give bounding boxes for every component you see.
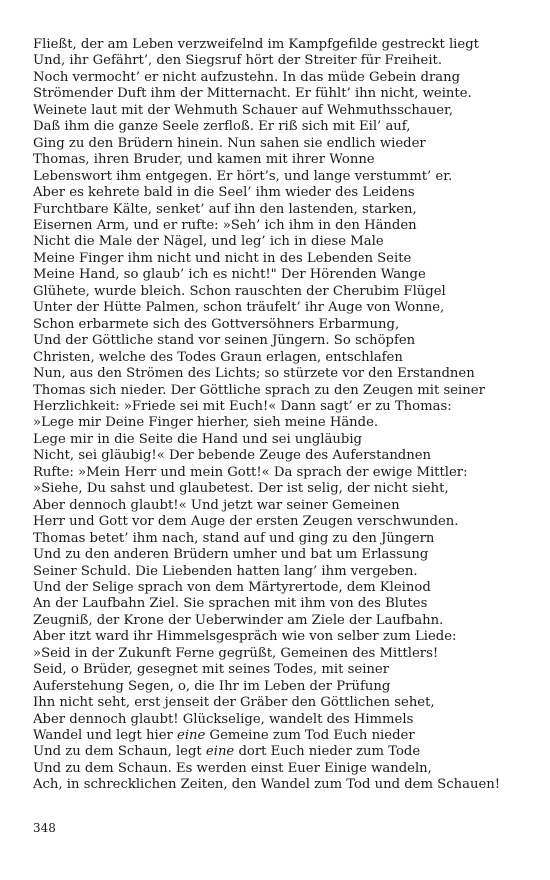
poem-line: Ach, in schrecklichen Zeiten, den Wandel zum Tod und dem Schauen! [33, 777, 501, 793]
poem-line: Zeugniß, der Krone der Ueberwinder am Ziele der Laufbahn. [33, 612, 444, 628]
poem-line: »Seid in der Zukunft Ferne gegrüßt, Gemeinen des Mittlers! [33, 645, 439, 661]
poem-line: Auferstehung Segen, o, die Ihr im Leben der Prüfung [33, 678, 391, 694]
poem-line: Und zu dem Schaun. Es werden einst Euer Einige wandeln, [33, 760, 432, 776]
poem-line: Schon erbarmete sich des Gottversöhners Erbarmung, [33, 316, 400, 332]
poem-line: Noch vermocht’ er nicht aufzustehn. In das müde Gebein drang [33, 69, 461, 85]
line-text: Und zu dem Schaun, legt [33, 744, 206, 760]
poem-line: Christen, welche des Todes Graun erlagen, entschlafen [33, 349, 403, 365]
poem-line: Thomas, ihren Bruder, und kamen mit ihrer Wonne [33, 152, 375, 168]
line-text: Gemeine zum Tod Euch nieder [205, 728, 415, 744]
poem-line: Herr und Gott vor dem Auge der ersten Zeugen verschwunden. [33, 514, 459, 530]
emphasized-word: eine [205, 744, 235, 760]
poem-line: Unter der Hütte Palmen, schon träufelt’ ihr Auge von Wonne, [33, 300, 445, 316]
line-text: Wandel und legt hier [33, 728, 178, 744]
poem-line: Meine Hand, so glaub’ ich es nicht!" Der Hörenden Wange [33, 267, 426, 283]
emphasized-word: eine [177, 728, 206, 744]
poem-line: Seiner Schuld. Die Liebenden hatten lang’ ihm vergeben. [33, 563, 418, 579]
poem-line-emphasis [33, 744, 533, 760]
poem-line: »Lege mir Deine Finger hierher, sieh meine Hände. [33, 415, 379, 431]
poem-line: Aber dennoch glaubt! Glückselige, wandelt des Himmels [33, 711, 414, 727]
poem-line: Furchtbare Kälte, senket’ auf ihn den lastenden, starken, [33, 201, 417, 217]
poem-line: Ging zu den Brüdern hinein. Nun sahen sie endlich wieder [33, 135, 426, 151]
line-text: dort Euch nieder zum Tode [234, 744, 421, 760]
poem-line: Lege mir in die Seite die Hand und sei ungläubig [33, 431, 362, 447]
poem-line: Und der Selige sprach von dem Märtyrertode, dem Kleinod [33, 579, 431, 595]
page-number: 348 [33, 821, 56, 835]
poem-line: Thomas betet’ ihm nach, stand auf und ging zu den Jüngern [33, 530, 435, 546]
poem-line: Aber dennoch glaubt!« Und jetzt war seiner Gemeinen [33, 497, 400, 513]
poem-line: Herzlichkeit: »Friede sei mit Euch!« Dann sagt’ er zu Thomas: [33, 398, 452, 414]
poem-text [33, 37, 533, 794]
poem-line: Nicht die Male der Nägel, und leg’ ich in diese Male [33, 234, 384, 250]
poem-line: Weinete laut mit der Wehmuth Schauer auf Wehmuthsschauer, [33, 102, 454, 118]
poem-line: An der Laufbahn Ziel. Sie sprachen mit ihm von des Blutes [33, 596, 428, 612]
poem-line: Aber es kehrete bald in die Seel’ ihm wieder des Leidens [33, 185, 415, 201]
poem-line: Meine Finger ihm nicht und nicht in des Lebenden Seite [33, 250, 412, 266]
poem-line-emphasis [33, 728, 533, 744]
poem-line: Daß ihm die ganze Seele zerfloß. Er riß sich mit Eil’ auf, [33, 119, 411, 135]
poem-line: Und zu den anderen Brüdern umher und bat um Erlassung [33, 547, 429, 563]
poem-line: Und der Göttliche stand vor seinen Jüngern. So schöpfen [33, 333, 416, 349]
poem-line: Eisernen Arm, und er rufte: »Seh’ ich ihm in den Händen [33, 217, 417, 233]
poem-line: Und, ihr Gefährt’, den Siegsruf hört der Streiter für Freiheit. [33, 53, 443, 69]
poem-line: Strömender Duft ihm der Mitternacht. Er fühlt’ ihn nicht, weinte. [33, 86, 472, 102]
poem-line: Lebenswort ihm entgegen. Er hört’s, und lange verstummt’ er. [33, 168, 453, 184]
poem-line: Nun, aus den Strömen des Lichts; so stürzete vor den Erstandnen [33, 366, 475, 382]
poem-line: Rufte: »Mein Herr und mein Gott!« Da sprach der ewige Mittler: [33, 464, 468, 480]
poem-line: Seid, o Brüder, gesegnet mit seines Todes, mit seiner [33, 662, 390, 678]
poem-line: Glühete, wurde bleich. Schon rauschten der Cherubim Flügel [33, 283, 446, 299]
poem-line: Fließt, der am Leben verzweifelnd im Kampfgefilde gestreckt liegt [33, 37, 479, 52]
poem-line: »Siehe, Du sahst und glaubetest. Der ist selig, der nicht sieht, [33, 481, 449, 497]
poem-line: Ihn nicht seht, erst jenseit der Gräber den Göttlichen sehet, [33, 695, 435, 711]
poem-line: Aber itzt ward ihr Himmelsgespräch wie von selber zum Liede: [33, 629, 457, 645]
poem-line: Thomas sich nieder. Der Göttliche sprach zu den Zeugen mit seiner [33, 382, 485, 398]
poem-line: Nicht, sei gläubig!« Der bebende Zeuge des Auferstandnen [33, 448, 432, 464]
